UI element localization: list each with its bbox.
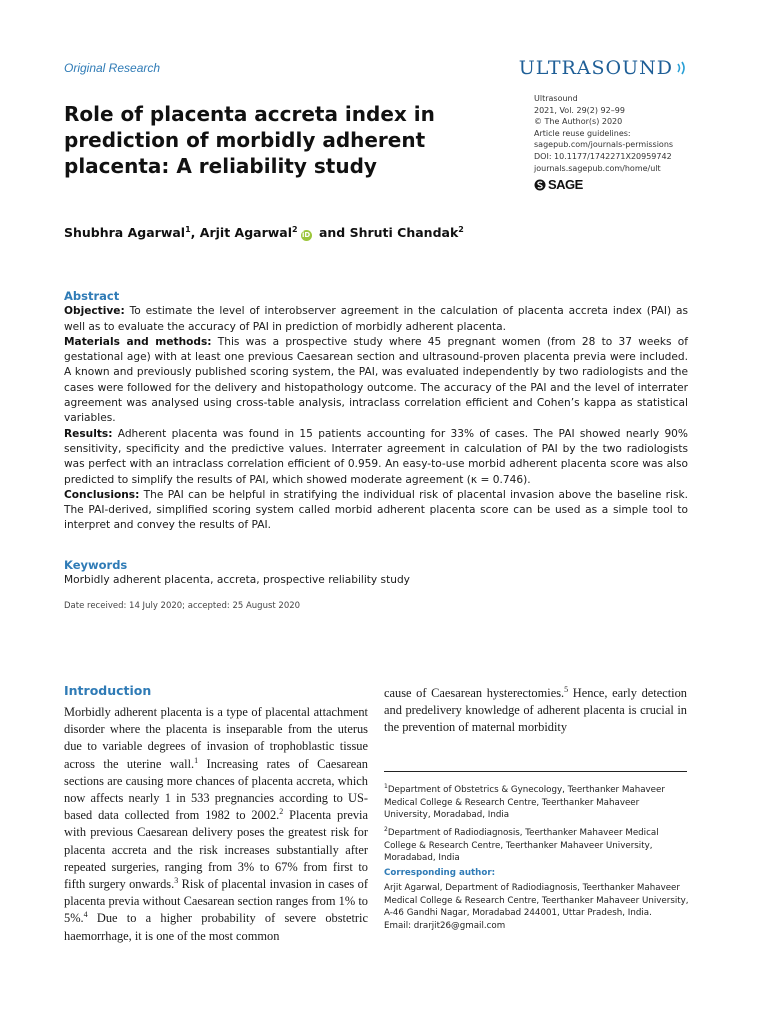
meta-journal-link[interactable]: journals.sagepub.com/home/ult: [534, 163, 661, 173]
intro-paragraph: Morbidly adherent placenta is a type of placental attachment disorder where the placenta is inseparable from the uterus due to variable degrees of invasion of trophoblastic tissue across the uterine wall.$^1$ Increasing rates of Caesarean sections are causing more chances of placenta accreta, which now affects nearly 1 in 533 pregnancies according to US-based data collected from 1982 to 2002.$^2$ Placenta previa with previous Caesarean delivery poses the greatest risk for placenta accreta and the risk increases substantially after repeated surgeries, ranging from 3% to 67% from first to fifth surgery onwards.$^3$ Risk of placental invasion in cases of placenta previa without Caesarean section ranges from 1% to 5%.$^4$ Due to a higher probability of severe obstetric haemorrhage, it is one of the most common: [64, 705, 368, 943]
author-name: Shubhra Agarwal: [64, 225, 186, 241]
objective-label: Objective:: [64, 305, 125, 318]
affiliation-sup: 1: [384, 783, 388, 790]
abstract: [64, 289, 688, 534]
affiliation-sup: 2: [458, 225, 464, 234]
corresponding-author-heading: Corresponding author:: [384, 868, 496, 878]
methods-label: Materials and methods:: [64, 335, 212, 348]
orcid-icon[interactable]: iD: [301, 231, 311, 240]
affiliation-2: $^2$Department of Radiodiagnosis, Teerthanker Mahaveer Medical College & Research Centre, Teerthanker Mahaveer University, Moradabad, India: [384, 826, 659, 864]
meta-permissions-link[interactable]: sagepub.com/journals-permissions: [534, 140, 674, 150]
meta-reuse: Article reuse guidelines:: [534, 128, 631, 138]
article-meta: [534, 93, 734, 174]
keywords: [64, 558, 688, 588]
keywords-heading: Keywords: [64, 558, 128, 572]
publisher-name: SAGE: [548, 177, 583, 192]
affiliation-sup: 2: [292, 225, 298, 234]
introduction-heading: Introduction: [64, 683, 152, 698]
abstract-objective: [64, 304, 688, 335]
section-label: Original Research: [64, 61, 161, 75]
journal-name: ULTRASOUND: [518, 57, 673, 79]
citation-link[interactable]: 3: [174, 875, 179, 885]
sound-wave-icon: [676, 60, 688, 76]
author-name: Arjit Agarwal: [199, 225, 293, 241]
publisher-logo: [534, 177, 583, 192]
corresponding-author-email[interactable]: Email: drarjit26@gmail.com: [384, 921, 506, 932]
citation-link[interactable]: 2: [279, 807, 284, 817]
dates-line: Date received: 14 July 2020; accepted: 25 August 2020: [64, 601, 301, 611]
affiliations: [384, 781, 688, 867]
meta-journal: Ultrasound: [534, 94, 578, 103]
author-separator: and: [314, 225, 350, 241]
abstract-results: [64, 427, 688, 488]
methods-text: This was a prospective study where 45 pregnant women (from 28 to 37 weeks of gestational age) with at least one previous Caesarean section and ultrasound-proven placenta previa were included. A known and previously published scoring system, the PAI, was evaluated independently by two radiologists and the cases were followed for the delivery and histopathology outcome. The accuracy of the PAI and the level of interrater agreement was analysed using cross-table analysis, intraclass correlation efficient and Cohen’s kappa as statistical variables.: [64, 335, 688, 425]
citation-link[interactable]: 5: [564, 684, 569, 694]
conclusions-text: The PAI can be helpful in stratifying the individual risk of placental invasion above the baseline risk. The PAI-derived, simplified scoring system called morbid adherent placenta score can be used as a simple tool to interpret and convey the results of PAI.: [64, 488, 688, 532]
citation-link[interactable]: 1: [194, 755, 199, 765]
sage-swirl-icon: [534, 179, 546, 191]
results-label: Results:: [64, 427, 113, 440]
journal-logo[interactable]: [519, 57, 688, 79]
objective-text: To estimate the level of interobserver agreement in the calculation of placenta accreta index (PAI) as well as to evaluate the accuracy of PAI in prediction of morbidly adherent placenta.: [64, 305, 688, 333]
results-text: Adherent placenta was found in 15 patients accounting for 33% of cases. The PAI showed nearly 90% sensitivity, specificity and the predictive values. Interrater agreement in calculation of PAI by the two radiologists was perfect with an intraclass correlation efficient of 0.959. An easy-to-use morbid adherent placenta score was also predicted to simplify the results of PAI, which showed moderate agreement (κ = 0.746).: [64, 427, 688, 486]
abstract-methods: [64, 335, 688, 427]
article-title: Role of placenta accreta index in prediction of morbidly adherent placenta: A reliability study: [64, 102, 435, 178]
author-list: [64, 225, 464, 241]
conclusions-label: Conclusions:: [64, 488, 140, 501]
meta-doi[interactable]: DOI: 10.1177/1742271X20959742: [534, 151, 672, 161]
body-column-left: [64, 704, 368, 945]
affiliation-1: $^1$Department of Obstetrics & Gynecology, Teerthanker Mahaveer Medical College & Research Centre, Teerthanker Mahaveer University, Moradabad, India: [384, 783, 665, 821]
footnote-divider: [384, 771, 687, 772]
author-separator: ,: [190, 225, 200, 241]
citation-link[interactable]: 4: [83, 910, 88, 920]
corresponding-author: [384, 882, 694, 933]
affiliation-sup: 2: [384, 826, 388, 833]
keywords-text: Morbidly adherent placenta, accreta, prospective reliability study: [64, 574, 410, 586]
abstract-heading: Abstract: [64, 289, 120, 303]
corresponding-author-address: Arjit Agarwal, Department of Radiodiagnosis, Teerthanker Mahaveer Medical College & Research Centre, Teerthanker Mahaveer University, A-46 Gandhi Nagar, Moradabad 244001, Uttar Pradesh, India.: [384, 883, 689, 919]
affiliation-sup: 1: [185, 225, 191, 234]
author-name: Shruti Chandak: [349, 225, 459, 241]
meta-volume: 2021, Vol. 29(2) 92–99: [534, 105, 625, 115]
intro-paragraph-continued: cause of Caesarean hysterectomies.$^5$ Hence, early detection and predelivery knowledge of adherent placenta is crucial in the prevention of maternal morbidity: [384, 684, 687, 735]
abstract-conclusions: [64, 488, 688, 534]
meta-copyright: © The Author(s) 2020: [534, 117, 623, 127]
body-column-right: [384, 685, 687, 737]
